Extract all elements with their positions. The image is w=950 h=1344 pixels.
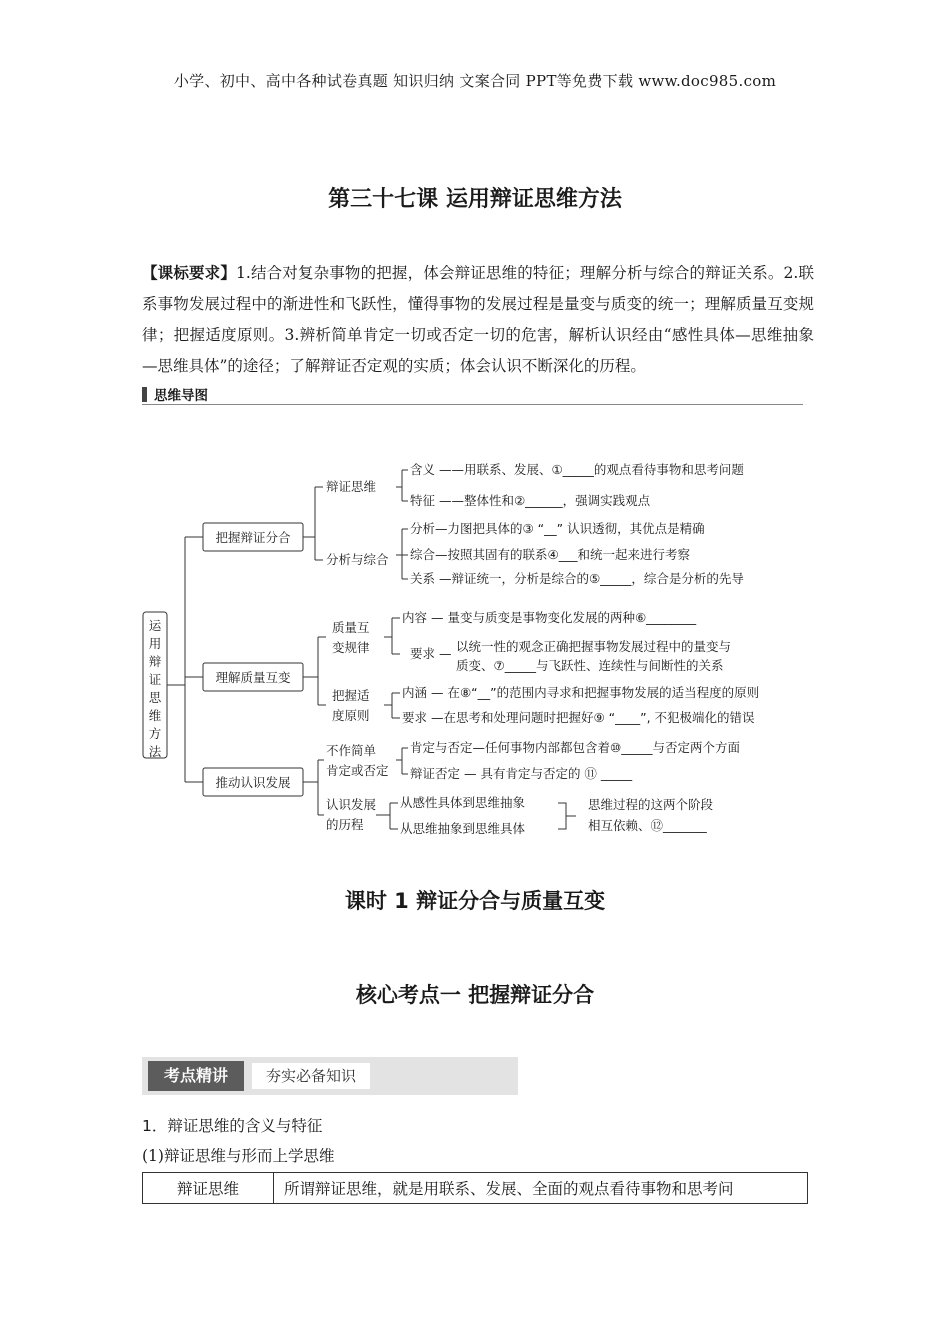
leaf-neihan: 内涵 — 在⑧“__”的范围内寻求和把握事物发展的适当程度的原则: [402, 685, 760, 700]
sub-shidu-1: 把握适: [332, 688, 370, 703]
core-title: 核心考点一 把握辩证分合: [355, 983, 595, 1007]
svg-text:思: 思: [148, 690, 162, 705]
sub-zhiliang-1: 质量互: [332, 620, 370, 635]
leaf-siwei: 从思维抽象到思维具体: [400, 821, 526, 836]
table-value: 所谓辩证思维，就是用联系、发展、全面的观点看待事物和思考问: [274, 1173, 808, 1204]
leaf-guanxi: 关系 —辩证统一，分析是综合的⑤_____，综合是分析的先导: [410, 571, 744, 586]
intro-label: 【课标要求】: [142, 264, 236, 282]
leaf-fouding: 辩证否定 — 具有肯定与否定的 ⑪ _____: [410, 766, 633, 781]
branch-3: 推动认识发展: [215, 775, 291, 790]
table-row: [143, 1173, 808, 1204]
sub-renshi-1: 认识发展: [326, 797, 377, 812]
section-subheading: (1)辩证思维与形而上学思维: [142, 1147, 335, 1165]
branch-2: 理解质量互变: [215, 670, 291, 685]
svg-text:法: 法: [148, 744, 162, 759]
sub-buzuo-2: 肯定或否定: [326, 763, 389, 778]
sub-zhiliang-2: 变规律: [332, 640, 370, 655]
leaf-neirong: 内容 — 量变与质变是事物变化发展的两种⑥________: [402, 610, 697, 625]
leaf-fenxi: 分析—力图把具体的③ “__” 认识透彻，其优点是精确: [410, 521, 705, 536]
sub-shidu-2: 度原则: [332, 708, 370, 723]
svg-text:维: 维: [148, 708, 162, 723]
leaf-yaoqiu2: 要求 —在思考和处理问题时把握好⑨ “____”, 不犯极端化的错误: [402, 710, 755, 725]
svg-text:证: 证: [148, 672, 162, 687]
leaf-zonghe: 综合—按照其固有的联系④___和统一起来进行考察: [410, 547, 690, 562]
definition-table: [142, 1172, 808, 1204]
leaf-ganxing: 从感性具体到思维抽象: [400, 795, 526, 810]
sub-renshi-2: 的历程: [326, 817, 364, 832]
kaodian-sublabel: 夯实必备知识: [252, 1063, 370, 1089]
branch-1: 把握辩证分合: [215, 530, 291, 545]
page-header: 小学、初中、高中各种试卷真题 知识归纳 文案合同 PPT等免费下载 www.doc985.com: [173, 72, 777, 90]
leaf-hanyi: 含义 ——用联系、发展、①_____的观点看待事物和思考问题: [410, 462, 744, 477]
leaf-yaoqiu-line1: 以统一性的观念正确把握事物发展过程中的量变与: [456, 639, 732, 654]
leaf-tezheng: 特征 ——整体性和②______，强调实践观点: [410, 493, 651, 508]
svg-text:运: 运: [148, 618, 162, 633]
leaf-kending: 肯定与否定—任何事物内部都包含着⑩_____与否定两个方面: [410, 740, 740, 755]
lesson-title: 第三十七课 运用辩证思维方法: [328, 187, 622, 212]
leaf-jieduan-2: 相互依赖、⑫_______: [588, 818, 707, 833]
leaf-jieduan-1: 思维过程的这两个阶段: [588, 797, 714, 812]
sub-fenxi: 分析与综合: [326, 552, 389, 567]
svg-text:方: 方: [148, 726, 162, 741]
svg-text:辩: 辩: [148, 654, 162, 669]
sub-buzuo-1: 不作简单: [326, 743, 377, 758]
leaf-yaoqiu-line2: 质变、⑦_____与飞跃性、连续性与间断性的关系: [456, 658, 724, 673]
root-label: [149, 618, 162, 759]
svg-text:用: 用: [148, 636, 162, 651]
kaodian-label: 考点精讲: [148, 1061, 244, 1091]
sub-bianzheng: 辩证思维: [326, 479, 377, 494]
period-title: 课时 1 辩证分合与质量互变: [344, 889, 606, 913]
section-heading: 1．辩证思维的含义与特征: [142, 1117, 323, 1135]
table-key: 辩证思维: [143, 1173, 274, 1204]
intro-text: 1.结合对复杂事物的把握，体会辩证思维的特征；理解分析与综合的辩证关系。2.联系事物发展过程中的渐进性和飞跃性，懂得事物的发展过程是量变与质变的统一；理解质量互变规律；把握适度原则。3.辨析简单肯定一切或否定一切的危害，解析认识经由“感性具体—思维抽象—思维具体”的途径；了解辩证否定观的实质；体会认识不断深化的历程。: [142, 264, 814, 375]
mindmap-title: 思维导图: [154, 388, 208, 404]
leaf-yaoqiu-label: 要求 —: [410, 646, 452, 661]
